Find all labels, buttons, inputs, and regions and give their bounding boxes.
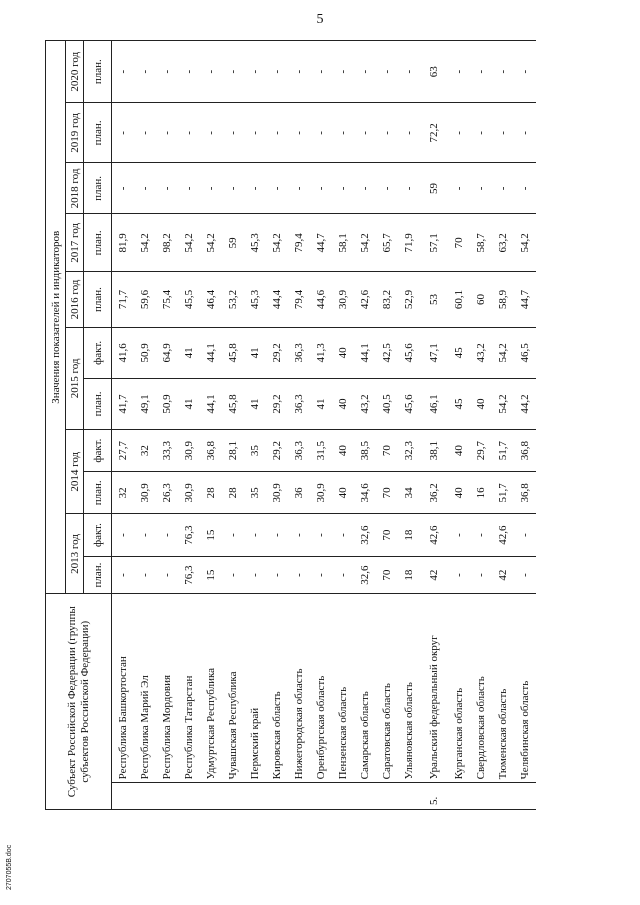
value-cell: - [134,514,156,556]
value-cell: - [134,103,156,163]
value-cell: 30,9 [178,472,200,514]
value-cell: 43,2 [470,327,492,378]
value-cell: 42,6 [354,272,376,328]
region-name: Самарская область [354,594,376,783]
table-row [112,41,134,810]
value-cell: 64,9 [156,327,178,378]
value-cell: - [310,556,332,594]
value-cell: 36 [288,472,310,514]
value-cell: 28 [200,472,222,514]
value-cell: 79,4 [288,214,310,272]
value-cell: 40 [332,472,354,514]
row-number [222,783,244,810]
value-cell: 35 [244,430,266,472]
value-cell: 54,2 [266,214,288,272]
value-cell: - [470,556,492,594]
value-cell: 44,1 [200,327,222,378]
value-cell: 29,2 [266,327,288,378]
table-row [332,41,354,810]
value-cell: 58,7 [470,214,492,272]
value-cell: 42,6 [492,514,514,556]
value-cell: - [332,41,354,103]
value-cell: 31,5 [310,430,332,472]
value-cell: - [492,41,514,103]
value-cell: - [332,514,354,556]
value-cell: 41 [178,378,200,429]
value-cell: 15 [200,556,222,594]
region-name: Нижегородская область [288,594,310,783]
plan-header: план. [84,472,112,514]
row-number [244,783,266,810]
value-cell: 40,5 [376,378,398,429]
value-cell: - [266,556,288,594]
value-cell: 32 [134,430,156,472]
value-cell: - [470,103,492,163]
region-name: Республика Татарстан [178,594,200,783]
value-cell: 81,9 [112,214,134,272]
value-cell: - [200,41,222,103]
value-cell: 52,9 [398,272,420,328]
value-cell: 70 [376,556,398,594]
value-cell: 44,6 [310,272,332,328]
value-cell: 33,3 [156,430,178,472]
value-cell: - [156,103,178,163]
value-cell: 36,3 [288,430,310,472]
value-cell: - [514,163,536,214]
region-name: Саратовская область [376,594,398,783]
region-name: Удмуртская Республика [200,594,222,783]
region-name: Оренбургская область [310,594,332,783]
row-number [448,783,470,810]
table-row [448,41,470,810]
value-cell: - [156,41,178,103]
region-name: Республика Башкортостан [112,594,134,783]
value-cell: 41,7 [112,378,134,429]
value-cell: 72,2 [420,103,448,163]
value-cell: 41,6 [112,327,134,378]
value-cell: - [134,556,156,594]
value-cell: - [470,514,492,556]
value-cell: 59 [420,163,448,214]
value-cell: 44,1 [354,327,376,378]
value-cell: - [288,103,310,163]
value-cell: - [222,556,244,594]
value-cell: 36,8 [200,430,222,472]
value-cell: 71,9 [398,214,420,272]
value-cell: 44,7 [310,214,332,272]
value-cell: - [470,41,492,103]
value-cell: - [244,41,266,103]
value-cell: - [514,556,536,594]
fact-header: факт. [84,514,112,556]
value-cell: - [112,163,134,214]
value-cell: 51,7 [492,430,514,472]
value-cell: 38,1 [420,430,448,472]
value-cell: - [398,103,420,163]
row-number [398,783,420,810]
value-cell: 51,7 [492,472,514,514]
value-cell: - [448,41,470,103]
value-cell: 15 [200,514,222,556]
year-2015: 2015 год [66,327,84,429]
value-cell: 30,9 [178,430,200,472]
value-cell: - [266,163,288,214]
value-cell: 44,1 [200,378,222,429]
indicators-header: Значения показателей и индикаторов [46,41,66,594]
value-cell: 40 [332,378,354,429]
value-cell: 43,2 [354,378,376,429]
table-row [514,41,536,810]
year-2013: 2013 год [66,514,84,594]
value-cell: - [398,41,420,103]
value-cell: 36,8 [514,472,536,514]
value-cell: 18 [398,556,420,594]
value-cell: - [310,163,332,214]
year-2019: 2019 год [66,103,84,163]
value-cell: 63 [420,41,448,103]
value-cell: 32,3 [398,430,420,472]
row-number [492,783,514,810]
table-row [222,41,244,810]
value-cell: 34,6 [354,472,376,514]
row-number [310,783,332,810]
value-cell: 59,6 [134,272,156,328]
value-cell: - [178,103,200,163]
value-cell: 54,2 [492,327,514,378]
value-cell: - [244,514,266,556]
value-cell: 45,6 [398,378,420,429]
region-name: Уральский федеральный округ [420,594,448,783]
value-cell: 54,2 [134,214,156,272]
value-cell: 44,7 [514,272,536,328]
page-number: 5 [316,12,324,27]
value-cell: 36,3 [288,327,310,378]
value-cell: 54,2 [200,214,222,272]
value-cell: - [310,41,332,103]
value-cell: - [266,41,288,103]
value-cell: - [222,41,244,103]
value-cell: 46,5 [514,327,536,378]
year-2014: 2014 год [66,430,84,514]
region-name: Свердловская область [470,594,492,783]
plan-header: план. [84,272,112,328]
value-cell: - [448,103,470,163]
value-cell: 38,5 [354,430,376,472]
value-cell: 45,3 [244,214,266,272]
value-cell: 65,7 [376,214,398,272]
value-cell: 49,1 [134,378,156,429]
value-cell: - [492,163,514,214]
value-cell: 60 [470,272,492,328]
value-cell: - [288,163,310,214]
value-cell: - [332,103,354,163]
value-cell: 40 [332,430,354,472]
value-cell: - [376,163,398,214]
value-cell: 98,2 [156,214,178,272]
value-cell: - [200,163,222,214]
row-number [134,783,156,810]
row-number [266,783,288,810]
value-cell: - [112,556,134,594]
value-cell: 28,1 [222,430,244,472]
value-cell: 30,9 [310,472,332,514]
value-cell: - [244,163,266,214]
value-cell: 76,3 [178,514,200,556]
value-cell: 45,8 [222,378,244,429]
value-cell: - [244,103,266,163]
value-cell: 40 [448,472,470,514]
value-cell: 16 [470,472,492,514]
value-cell: 41 [178,327,200,378]
value-cell: 29,2 [266,378,288,429]
year-2020: 2020 год [66,41,84,103]
value-cell: 42 [420,556,448,594]
row-number [156,783,178,810]
value-cell: 70 [376,472,398,514]
value-cell: - [310,103,332,163]
value-cell: 76,3 [178,556,200,594]
plan-header: план. [84,163,112,214]
value-cell: - [266,103,288,163]
value-cell: 45 [448,327,470,378]
value-cell: - [448,556,470,594]
indicators-table [45,40,536,810]
value-cell: 42,5 [376,327,398,378]
value-cell: - [134,163,156,214]
value-cell: 54,2 [354,214,376,272]
row-number [112,783,134,810]
subject-header: Субъект Российской Федерации (группы субъектов Российской Федерации) [46,594,112,810]
value-cell: 30,9 [332,272,354,328]
value-cell: - [448,163,470,214]
value-cell: 46,1 [420,378,448,429]
region-name: Челябинская область [514,594,536,783]
value-cell: 44,2 [514,378,536,429]
value-cell: 18 [398,514,420,556]
value-cell: 45,5 [178,272,200,328]
value-cell: 54,2 [492,378,514,429]
region-name: Пермский край [244,594,266,783]
value-cell: 36,8 [514,430,536,472]
plan-header: план. [84,556,112,594]
year-2016: 2016 год [66,272,84,328]
value-cell: 59 [222,214,244,272]
region-name: Республика Мордовия [156,594,178,783]
value-cell: 40 [332,327,354,378]
plan-header: план. [84,103,112,163]
value-cell: - [492,103,514,163]
region-name: Ульяновская область [398,594,420,783]
fact-header: факт. [84,327,112,378]
value-cell: 29,7 [470,430,492,472]
table-row [200,41,222,810]
value-cell: - [332,556,354,594]
table-row [354,41,376,810]
table-row [398,41,420,810]
value-cell: - [354,103,376,163]
value-cell: - [112,41,134,103]
region-name: Тюменская область [492,594,514,783]
row-number [354,783,376,810]
value-cell: - [156,514,178,556]
value-cell: - [288,41,310,103]
year-2018: 2018 год [66,163,84,214]
value-cell: 36,3 [288,378,310,429]
value-cell: - [266,514,288,556]
value-cell: 79,4 [288,272,310,328]
value-cell: 58,9 [492,272,514,328]
row-number: 5. [420,783,448,810]
region-name: Кировская область [266,594,288,783]
table-row [420,41,448,810]
value-cell: 45,6 [398,327,420,378]
row-number [470,783,492,810]
value-cell: - [332,163,354,214]
plan-header: план. [84,41,112,103]
document-filename: 2707055В.doc [6,844,13,890]
value-cell: 30,9 [134,472,156,514]
table-row [376,41,398,810]
value-cell: - [448,514,470,556]
value-cell: 35 [244,472,266,514]
value-cell: - [376,41,398,103]
table-row [310,41,332,810]
value-cell: 54,2 [514,214,536,272]
table-row [156,41,178,810]
value-cell: 50,9 [156,378,178,429]
value-cell: - [310,514,332,556]
table-row [266,41,288,810]
value-cell: 32 [112,472,134,514]
row-number [514,783,536,810]
table-row [492,41,514,810]
value-cell: 26,3 [156,472,178,514]
table-row [470,41,492,810]
region-name: Республика Марий Эл [134,594,156,783]
value-cell: - [112,103,134,163]
value-cell: 40 [470,378,492,429]
value-cell: 83,2 [376,272,398,328]
value-cell: 47,1 [420,327,448,378]
value-cell: - [222,103,244,163]
region-name: Чувашская Республика [222,594,244,783]
fact-header: факт. [84,430,112,472]
value-cell: - [222,163,244,214]
value-cell: 70 [376,514,398,556]
value-cell: 57,1 [420,214,448,272]
value-cell: - [376,103,398,163]
value-cell: - [112,514,134,556]
value-cell: 70 [376,430,398,472]
value-cell: - [354,41,376,103]
region-name: Курганская область [448,594,470,783]
row-number [288,783,310,810]
plan-header: план. [84,378,112,429]
value-cell: 58,1 [332,214,354,272]
value-cell: - [514,41,536,103]
value-cell: - [288,556,310,594]
value-cell: - [222,514,244,556]
value-cell: 63,2 [492,214,514,272]
value-cell: - [134,41,156,103]
value-cell: - [244,556,266,594]
value-cell: 53,2 [222,272,244,328]
row-number [200,783,222,810]
value-cell: - [514,103,536,163]
table-row [134,41,156,810]
value-cell: 44,4 [266,272,288,328]
plan-header: план. [84,214,112,272]
table-row [244,41,266,810]
value-cell: 45,3 [244,272,266,328]
value-cell: 50,9 [134,327,156,378]
value-cell: - [156,163,178,214]
row-number [332,783,354,810]
region-name: Пензенская область [332,594,354,783]
value-cell: - [288,514,310,556]
value-cell: 60,1 [448,272,470,328]
value-cell: 42,6 [420,514,448,556]
value-cell: - [178,163,200,214]
value-cell: 32,6 [354,514,376,556]
value-cell: 27,7 [112,430,134,472]
value-cell: 41 [310,378,332,429]
value-cell: 36,2 [420,472,448,514]
table-row [288,41,310,810]
year-2017: 2017 год [66,214,84,272]
value-cell: 75,4 [156,272,178,328]
value-cell: - [200,103,222,163]
value-cell: - [156,556,178,594]
value-cell: 32,6 [354,556,376,594]
value-cell: 71,7 [112,272,134,328]
value-cell: - [178,41,200,103]
value-cell: 41,3 [310,327,332,378]
value-cell: 28 [222,472,244,514]
row-number [376,783,398,810]
value-cell: - [470,163,492,214]
value-cell: 42 [492,556,514,594]
value-cell: 53 [420,272,448,328]
value-cell: 45 [448,378,470,429]
indicators-table-container [45,40,605,810]
value-cell: 70 [448,214,470,272]
value-cell: 29,2 [266,430,288,472]
value-cell: 40 [448,430,470,472]
row-number [178,783,200,810]
value-cell: 34 [398,472,420,514]
value-cell: - [354,163,376,214]
value-cell: 45,8 [222,327,244,378]
value-cell: 54,2 [178,214,200,272]
value-cell: 41 [244,327,266,378]
value-cell: - [398,163,420,214]
value-cell: 41 [244,378,266,429]
value-cell: - [514,514,536,556]
value-cell: 46,4 [200,272,222,328]
value-cell: 30,9 [266,472,288,514]
table-row [178,41,200,810]
